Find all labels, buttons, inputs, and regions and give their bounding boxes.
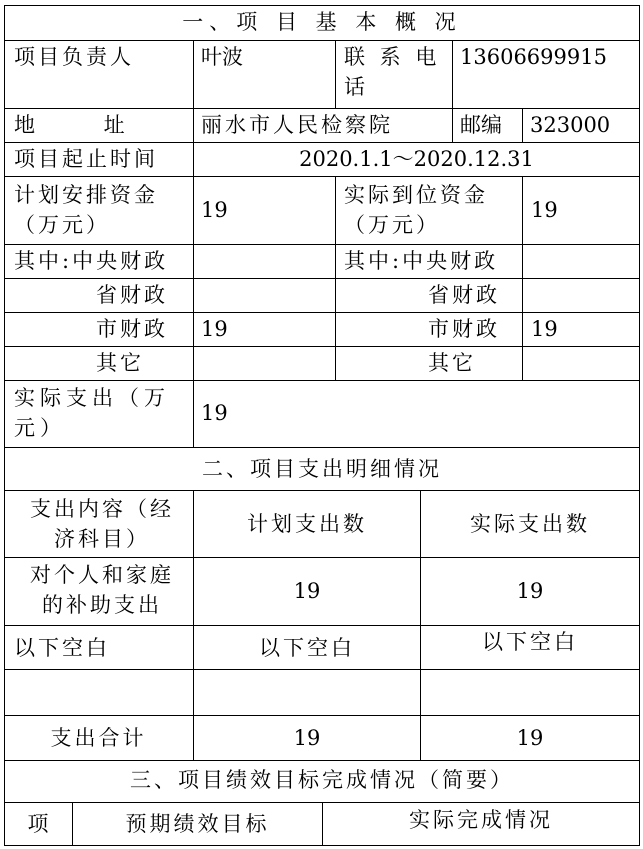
total-planned: 19 xyxy=(293,726,321,750)
table-row-content: 以下空白 xyxy=(14,636,110,660)
table-row-planned: 以下空白 xyxy=(259,636,355,660)
section3-title: 三、项目绩效目标完成情况（简要） xyxy=(130,768,514,792)
col-actual-header: 实际支出数 xyxy=(470,512,590,536)
city-planned: 19 xyxy=(201,317,228,341)
postcode-value: 323000 xyxy=(530,113,611,137)
city-label: 市财政 xyxy=(96,317,168,341)
other-label: 其它 xyxy=(96,351,144,375)
city-actual: 19 xyxy=(531,317,558,341)
leader-label: 项目负责人 xyxy=(14,45,134,69)
section1-title: 一、项 目 基 本 概 况 xyxy=(182,10,462,34)
leader-value: 叶波 xyxy=(201,45,243,69)
central-actual-label: 其中:中央财政 xyxy=(344,249,499,273)
table-row-planned: 19 xyxy=(293,579,321,603)
other-actual-label: 其它 xyxy=(428,351,476,375)
provincial-actual-label: 省财政 xyxy=(428,283,500,307)
phone-label: 联 系 电 话 xyxy=(344,45,441,99)
city-actual-label: 市财政 xyxy=(428,317,500,341)
col-actual-completion-header: 实际完成情况 xyxy=(409,808,553,832)
actual-funds-value: 19 xyxy=(531,198,558,222)
central-label: 其中:中央财政 xyxy=(14,249,169,273)
address-value: 丽水市人民检察院 xyxy=(201,113,393,137)
col-content-header: 支出内容（经济科目） xyxy=(30,497,174,551)
table-row-content: 对个人和家庭的补助支出 xyxy=(30,563,174,617)
section2-title: 二、项目支出明细情况 xyxy=(202,457,442,481)
provincial-label: 省财政 xyxy=(96,283,168,307)
total-actual: 19 xyxy=(516,726,544,750)
col-planned-header: 计划支出数 xyxy=(247,512,367,536)
table-row-actual: 19 xyxy=(516,579,544,603)
postcode-label: 邮编 xyxy=(460,113,502,137)
planned-funds-label: 计划安排资金（万元） xyxy=(14,183,158,237)
actual-spend-label: 实际支出（万元） xyxy=(14,386,170,440)
period-label: 项目起止时间 xyxy=(14,147,158,171)
col-expected-header: 预期绩效目标 xyxy=(125,812,270,836)
col-item-header: 项 xyxy=(27,812,49,836)
planned-funds-value: 19 xyxy=(201,198,228,222)
total-label: 支出合计 xyxy=(50,726,147,750)
table-row-actual: 以下空白 xyxy=(482,630,578,654)
period-value: 2020.1.1～2020.12.31 xyxy=(299,147,534,171)
phone-value: 13606699915 xyxy=(460,45,607,69)
actual-spend-value: 19 xyxy=(201,401,228,425)
actual-funds-label: 实际到位资金（万元） xyxy=(344,183,488,237)
address-label: 地 址 xyxy=(14,113,125,137)
